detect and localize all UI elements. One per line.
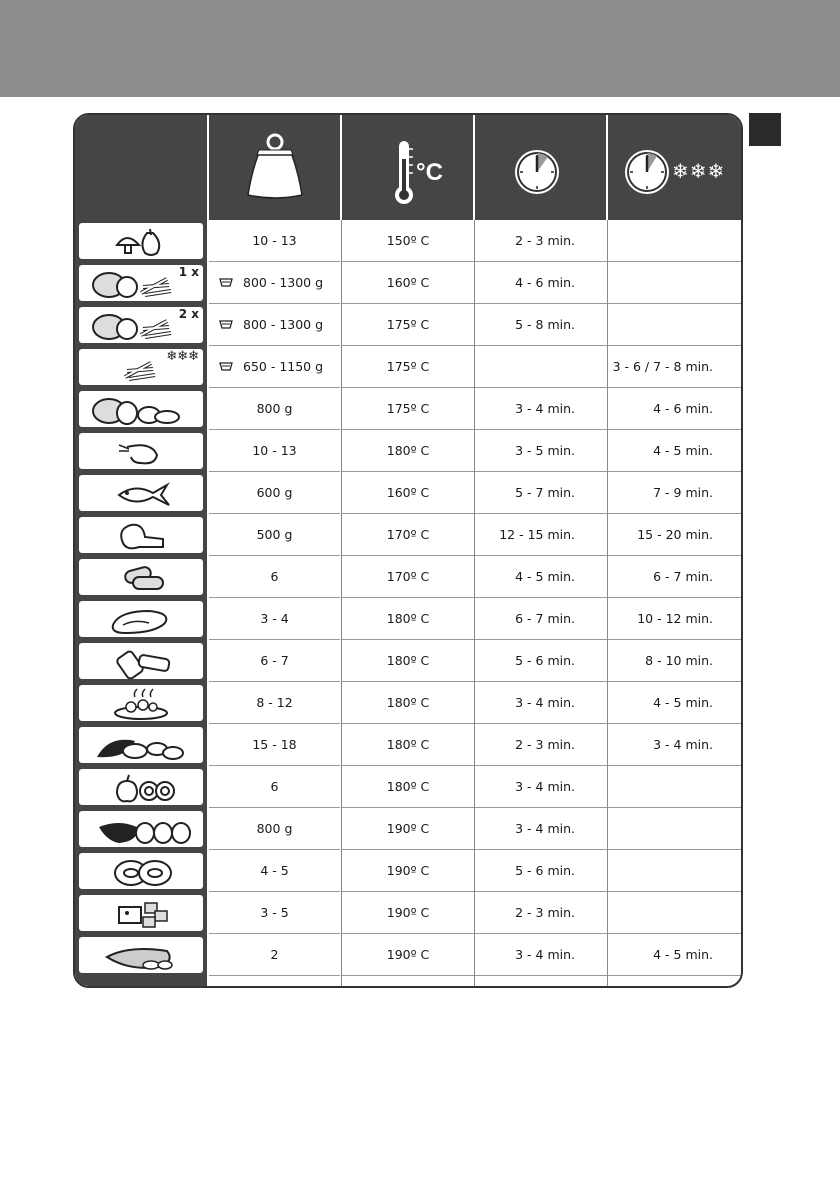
frozen-time-cell: 4 - 6 min. bbox=[653, 401, 713, 416]
frozen-time-cell: 4 - 5 min. bbox=[653, 695, 713, 710]
frozen-time-cell: 4 - 5 min. bbox=[653, 443, 713, 458]
table-row bbox=[75, 220, 741, 262]
quantity-text: 800 g bbox=[256, 821, 293, 836]
spring-rolls-icon bbox=[79, 643, 203, 679]
basket-icon bbox=[219, 318, 233, 330]
quantity-cell bbox=[209, 598, 340, 640]
quantity-cell bbox=[209, 934, 340, 976]
quantity-cell bbox=[209, 430, 340, 472]
top-banner bbox=[0, 0, 840, 97]
temperature-cell: 170º C bbox=[386, 527, 430, 542]
frozen-time-column-header bbox=[608, 115, 741, 220]
frozen-time-cell: 3 - 6 / 7 - 8 min. bbox=[612, 359, 713, 374]
quantity-text: 4 - 5 bbox=[260, 863, 289, 878]
table-row bbox=[75, 262, 741, 304]
quantity-text: 6 - 7 bbox=[260, 653, 289, 668]
temperature-cell: 175º C bbox=[386, 401, 430, 416]
snowflake-icon: ❄❄❄ bbox=[672, 159, 726, 183]
frozen-fries-icon bbox=[79, 349, 203, 385]
cheese-cubes-icon bbox=[79, 895, 203, 931]
quantity-text: 3 - 5 bbox=[260, 905, 289, 920]
frozen-time-cell: 4 - 5 min. bbox=[653, 947, 713, 962]
temperature-cell: 190º C bbox=[386, 905, 430, 920]
quantity-cell bbox=[209, 724, 340, 766]
basket-icon bbox=[219, 360, 233, 372]
frozen-time-cell: 7 - 9 min. bbox=[653, 485, 713, 500]
time-cell bbox=[475, 346, 575, 388]
time-cell: 5 - 6 min. bbox=[515, 653, 575, 668]
quantity-text: 15 - 18 bbox=[252, 737, 297, 752]
time-cell: 2 - 3 min. bbox=[515, 737, 575, 752]
table-row bbox=[75, 556, 741, 598]
fish-icon bbox=[79, 475, 203, 511]
temperature-cell: 180º C bbox=[386, 737, 430, 752]
time-cell: 5 - 6 min. bbox=[515, 863, 575, 878]
frozen-time-cell bbox=[608, 766, 713, 808]
time-cell: 5 - 7 min. bbox=[515, 485, 575, 500]
time-cell: 3 - 4 min. bbox=[515, 947, 575, 962]
quantity-text: 6 bbox=[270, 569, 279, 584]
onion-rings-icon bbox=[79, 853, 203, 889]
quantity-text: 6 bbox=[270, 779, 279, 794]
schnitzel-icon bbox=[79, 601, 203, 637]
basket-icon bbox=[219, 276, 233, 288]
quantity-text: 2 bbox=[270, 947, 279, 962]
time-cell: 5 - 8 min. bbox=[515, 317, 575, 332]
time-cell: 3 - 4 min. bbox=[515, 821, 575, 836]
quantity-text: 8 - 12 bbox=[256, 695, 293, 710]
eggplant-slices-icon bbox=[79, 811, 203, 847]
table-header bbox=[75, 115, 741, 220]
potato-fries-1x-icon bbox=[79, 265, 203, 301]
table-row bbox=[75, 388, 741, 430]
quantity-cell bbox=[209, 556, 340, 598]
table-row bbox=[75, 514, 741, 556]
frying-table bbox=[73, 113, 743, 988]
time-cell: 3 - 4 min. bbox=[515, 401, 575, 416]
table-row bbox=[75, 346, 741, 388]
timer-icon bbox=[475, 115, 608, 220]
table-row bbox=[75, 640, 741, 682]
language-tab-marker bbox=[749, 113, 781, 146]
table-row bbox=[75, 598, 741, 640]
weight-column-header bbox=[209, 115, 342, 220]
frozen-time-cell bbox=[608, 850, 713, 892]
shrimp-icon bbox=[79, 433, 203, 469]
temperature-cell: 175º C bbox=[386, 317, 430, 332]
table-row bbox=[75, 724, 741, 766]
chicken-leg-icon bbox=[79, 517, 203, 553]
table-row bbox=[75, 892, 741, 934]
mussels-icon bbox=[79, 727, 203, 763]
time-cell: 6 - 7 min. bbox=[515, 611, 575, 626]
mini-snacks-icon bbox=[79, 685, 203, 721]
quantity-text: 800 - 1300 g bbox=[243, 317, 324, 332]
frozen-time-cell bbox=[608, 304, 713, 346]
quantity-cell bbox=[219, 262, 323, 304]
temperature-cell: 150º C bbox=[386, 233, 430, 248]
temperature-cell: 160º C bbox=[386, 485, 430, 500]
table-row bbox=[75, 766, 741, 808]
quantity-cell bbox=[209, 850, 340, 892]
quantity-cell bbox=[209, 766, 340, 808]
temperature-cell: 175º C bbox=[386, 359, 430, 374]
temperature-cell: 190º C bbox=[386, 863, 430, 878]
quantity-text: 10 - 13 bbox=[252, 443, 297, 458]
table-row bbox=[75, 304, 741, 346]
frozen-time-cell: 6 - 7 min. bbox=[653, 569, 713, 584]
frozen-time-cell bbox=[608, 220, 713, 262]
temperature-cell: 180º C bbox=[386, 653, 430, 668]
potato-slices-icon bbox=[79, 391, 203, 427]
quantity-text: 650 - 1150 g bbox=[243, 359, 324, 374]
temperature-cell: 180º C bbox=[386, 611, 430, 626]
quantity-cell bbox=[209, 808, 340, 850]
quantity-text: 500 g bbox=[256, 527, 293, 542]
quantity-cell bbox=[219, 304, 323, 346]
quantity-text: 10 - 13 bbox=[252, 233, 297, 248]
potato-fries-2x-icon bbox=[79, 307, 203, 343]
mushroom-onion-icon bbox=[79, 223, 203, 259]
time-column-header bbox=[475, 115, 608, 220]
frozen-time-cell bbox=[608, 808, 713, 850]
quantity-cell bbox=[209, 682, 340, 724]
croquettes-icon bbox=[79, 559, 203, 595]
frozen-time-cell: 3 - 4 min. bbox=[653, 737, 713, 752]
frozen-time-cell: 8 - 10 min. bbox=[645, 653, 713, 668]
temperature-cell: 190º C bbox=[386, 821, 430, 836]
frozen-time-cell: 15 - 20 min. bbox=[637, 527, 713, 542]
apple-rings-icon bbox=[79, 769, 203, 805]
table-row bbox=[75, 934, 741, 976]
portion-badge: 2 x bbox=[178, 307, 199, 321]
time-cell: 3 - 4 min. bbox=[515, 779, 575, 794]
temperature-cell: 180º C bbox=[386, 695, 430, 710]
breaded-fish-icon bbox=[79, 937, 203, 973]
time-cell: 2 - 3 min. bbox=[515, 905, 575, 920]
quantity-cell bbox=[209, 220, 340, 262]
quantity-cell bbox=[219, 346, 323, 388]
frozen-time-cell: 10 - 12 min. bbox=[637, 611, 713, 626]
temperature-cell: 180º C bbox=[386, 443, 430, 458]
quantity-cell bbox=[209, 892, 340, 934]
time-cell: 4 - 5 min. bbox=[515, 569, 575, 584]
temperature-cell: 180º C bbox=[386, 779, 430, 794]
portion-badge: ❄❄❄ bbox=[166, 349, 199, 364]
table-row bbox=[75, 430, 741, 472]
quantity-cell bbox=[209, 472, 340, 514]
quantity-text: 800 - 1300 g bbox=[243, 275, 324, 290]
portion-badge: 1 x bbox=[178, 265, 199, 279]
time-cell: 2 - 3 min. bbox=[515, 233, 575, 248]
temperature-cell: 160º C bbox=[386, 275, 430, 290]
weight-icon bbox=[209, 115, 342, 220]
quantity-cell bbox=[209, 514, 340, 556]
temperature-column-header bbox=[342, 115, 475, 220]
quantity-cell bbox=[209, 640, 340, 682]
quantity-text: 3 - 4 bbox=[260, 611, 289, 626]
time-cell: 4 - 6 min. bbox=[515, 275, 575, 290]
celsius-label: °C bbox=[416, 159, 443, 186]
temperature-cell: 190º C bbox=[386, 947, 430, 962]
temperature-cell: 170º C bbox=[386, 569, 430, 584]
time-cell: 12 - 15 min. bbox=[499, 527, 575, 542]
frozen-time-cell bbox=[608, 262, 713, 304]
table-row bbox=[75, 850, 741, 892]
table-row bbox=[75, 472, 741, 514]
table-row bbox=[75, 682, 741, 724]
table-row bbox=[75, 808, 741, 850]
quantity-cell bbox=[209, 388, 340, 430]
quantity-text: 800 g bbox=[256, 401, 293, 416]
time-cell: 3 - 5 min. bbox=[515, 443, 575, 458]
timer-frozen-icon bbox=[616, 115, 676, 220]
quantity-text: 600 g bbox=[256, 485, 293, 500]
time-cell: 3 - 4 min. bbox=[515, 695, 575, 710]
frozen-time-cell bbox=[608, 892, 713, 934]
